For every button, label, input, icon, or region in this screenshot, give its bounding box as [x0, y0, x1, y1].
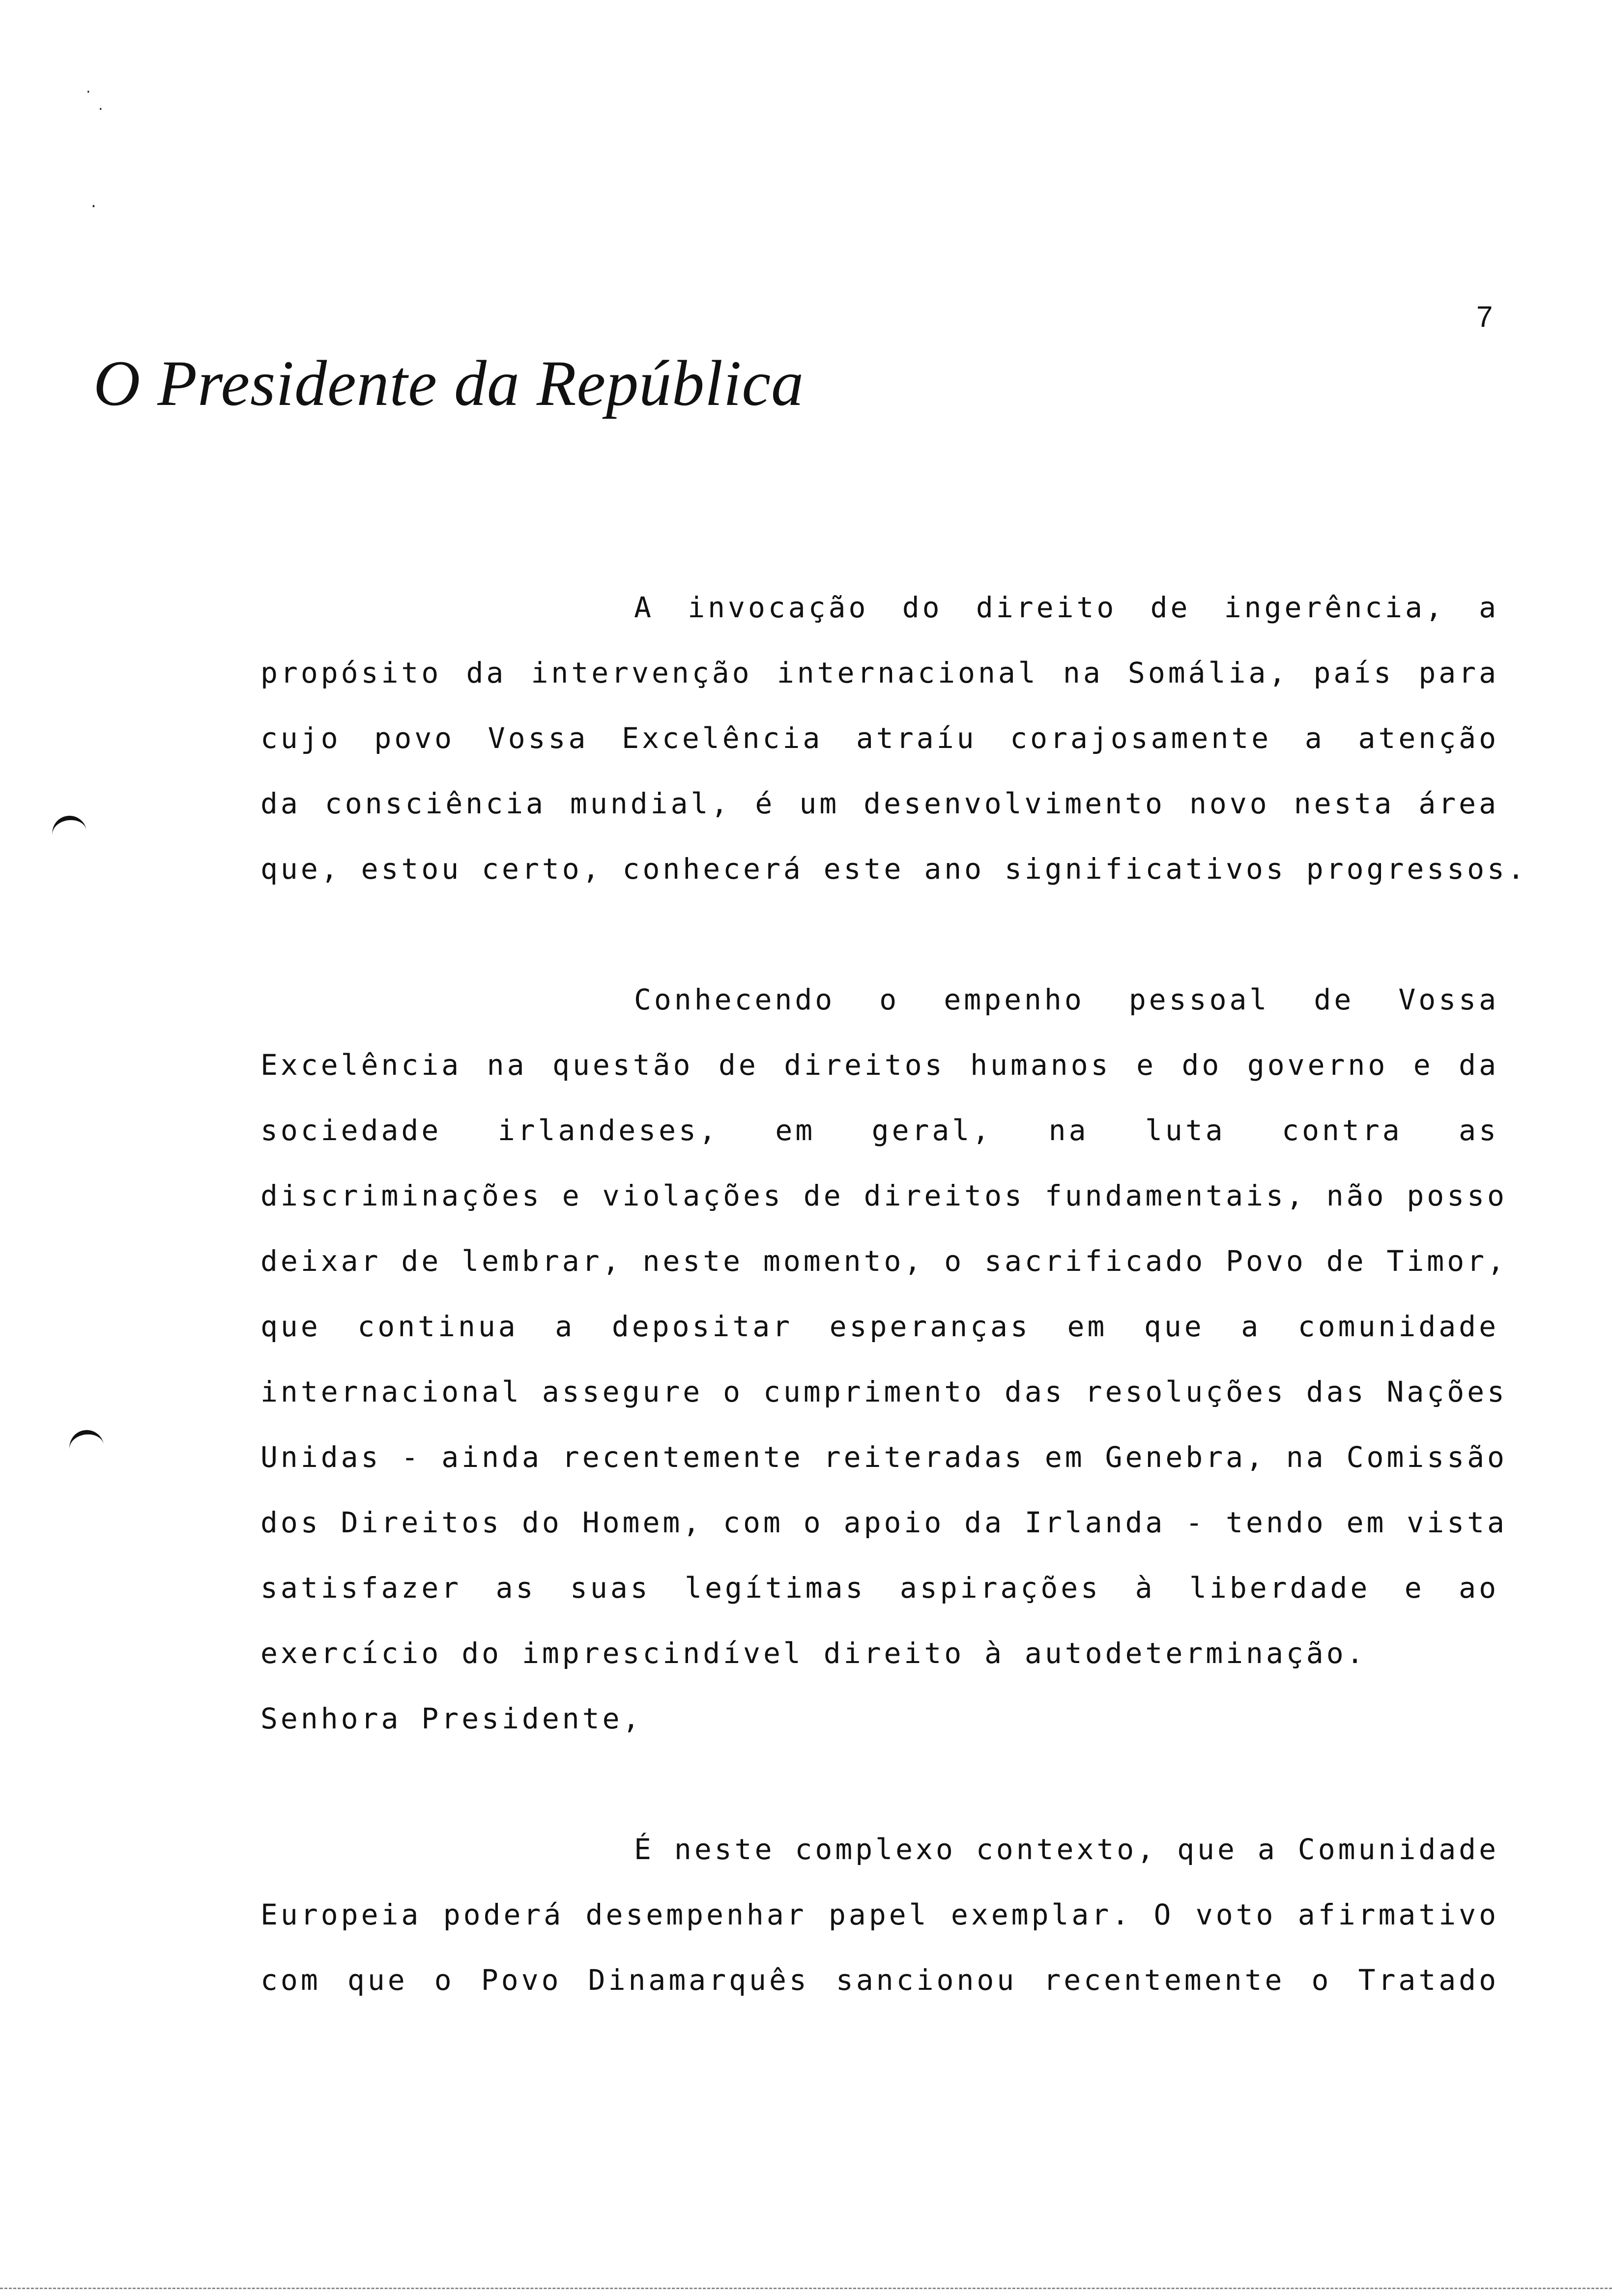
page-bottom-edge	[0, 2288, 1612, 2289]
text-line: A invocação do direito de ingerência, a	[634, 591, 1499, 624]
text-line: exercício do imprescindível direito à autodeterminação.	[260, 1636, 1367, 1670]
text-line: Europeia poderá desempenhar papel exemplar. O voto afirmativo	[260, 1898, 1499, 1931]
text-line: discriminações e violações de direitos fundamentais, não posso	[260, 1179, 1507, 1212]
salutation: Senhora Presidente,	[260, 1702, 643, 1735]
text-line: Conhecendo o empenho pessoal de Vossa	[634, 983, 1499, 1016]
scan-speck: ·	[98, 101, 103, 118]
scan-speck: ·	[86, 84, 91, 101]
text-line: É neste complexo contexto, que a Comunidade	[634, 1833, 1499, 1866]
letter-body	[260, 575, 1527, 2013]
text-line: sociedade irlandeses, em geral, na luta contra as	[260, 1114, 1499, 1147]
text-line: da consciência mundial, é um desenvolvimento novo nesta área	[260, 787, 1499, 820]
text-line: propósito da intervenção internacional na Somália, país para	[260, 656, 1499, 689]
text-line: Excelência na questão de direitos humanos e do governo e da	[260, 1048, 1499, 1082]
paragraph-gap	[260, 902, 1499, 967]
text-line: que continua a depositar esperanças em que a comunidade	[260, 1310, 1499, 1343]
letterhead: O Presidente da República	[93, 347, 805, 419]
text-line: Unidas - ainda recentemente reiteradas em Genebra, na Comissão	[260, 1440, 1507, 1474]
punch-mark	[50, 813, 87, 842]
scan-speck: ·	[91, 197, 96, 216]
page-number: 7	[1476, 300, 1493, 333]
text-line: internacional assegure o cumprimento das resoluções das Nações	[260, 1375, 1507, 1408]
text-line: que, estou certo, conhecerá este ano significativos progressos.	[260, 852, 1527, 886]
text-line: com que o Povo Dinamarquês sancionou recentemente o Tratado	[260, 1963, 1499, 1997]
text-line: satisfazer as suas legítimas aspirações à liberdade e ao	[260, 1571, 1499, 1605]
text-line: dos Direitos do Homem, com o apoio da Irlanda - tendo em vista	[260, 1506, 1507, 1539]
text-line: deixar de lembrar, neste momento, o sacrificado Povo de Timor,	[260, 1244, 1507, 1278]
text-line: cujo povo Vossa Excelência atraíu corajosamente a atenção	[260, 721, 1499, 755]
paragraph-gap	[260, 1751, 1499, 1817]
punch-mark	[67, 1428, 105, 1456]
